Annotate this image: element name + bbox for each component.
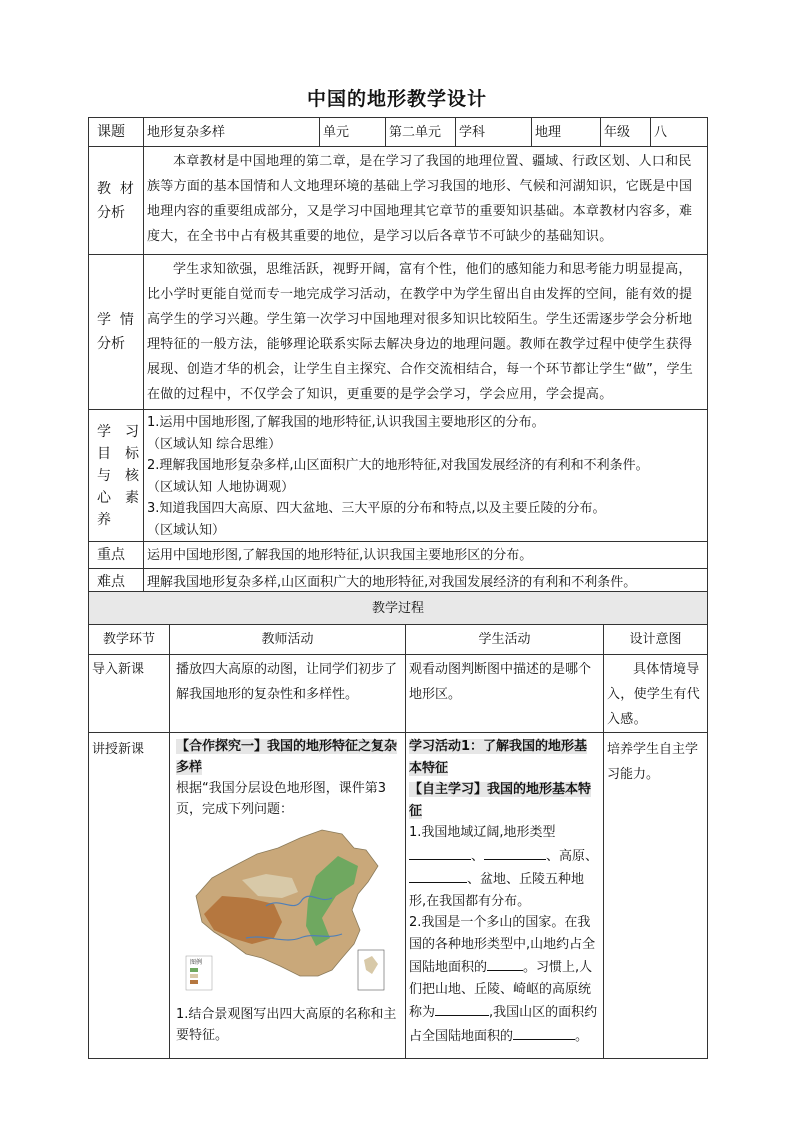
objective-line: （区域认知 综合思维） [147, 436, 282, 452]
q2-text-b: 。习惯上,人们把山地、丘陵、崎岖的高原统称为 [409, 960, 593, 1020]
new-lesson-student [406, 733, 604, 1059]
difficulty-text: 理解我国地形复杂多样,山区面积广大的地形特征,对我国发展经济的有利和不利条件。 [144, 569, 708, 596]
label-line: 学 习 [97, 423, 139, 440]
answer-blank[interactable] [513, 1024, 575, 1040]
answer-blank[interactable] [409, 867, 467, 883]
label-line: 与 核 [97, 467, 139, 484]
cooperative-inquiry-heading: 【合作探究一】我国的地形特征之复杂多样 [176, 739, 398, 775]
objective-line: 3.知道我国四大高原、四大盆地、三大平原的分布和特点,以及主要丘陵的分布。 [147, 501, 606, 516]
header-student: 学生活动 [406, 625, 604, 655]
grade-label: 年级 [601, 118, 651, 147]
label-char: 学 [97, 312, 111, 328]
q1-text-b: 、 [471, 848, 485, 864]
label-line: 目 标 [97, 445, 139, 462]
q2-text-c: ,我国山区的面积约占全国陆地面积的 [409, 1005, 598, 1044]
label-char: 材 [119, 180, 134, 197]
answer-blank[interactable] [487, 955, 523, 971]
teacher-intro: 根据“我国分层设色地形图，课件第3页，完成下列问题： [176, 781, 387, 817]
objective-line: （区域认知） [147, 522, 226, 538]
new-lesson-teacher [170, 733, 406, 1059]
intro-student: 观看动图判断图中描述的是哪个地形区。 [406, 655, 604, 733]
objectives-text [144, 410, 708, 542]
label-char: 情 [119, 312, 134, 328]
answer-blank[interactable] [435, 1000, 489, 1016]
label-char: 教 [97, 180, 111, 197]
textbook-analysis-text: 本章教材是中国地理的第二章，是在学习了我国的地理位置、疆域、行政区划、人口和民族等方面的基本国情和人文地理环境的基础上学习我国的地形、气候和河湖知识，它既是中国地理内容的重要组成部分，又是学习中国地理其它章节的重要知识基础。本章教材内容多，难度大，在全书中占有极其重要的地位，是学习以后各章节不可缺少的基础知识。 [144, 147, 708, 255]
unit-value: 第二单元 [386, 118, 456, 147]
q2-text-a: 2.我国是一个多山的国家。在我国的各种地形类型中,山地约占全国陆地面积的 [409, 915, 596, 975]
label-line: 心 素 [97, 489, 139, 506]
map-legend-title: 图例 [190, 959, 203, 966]
objectives-label [89, 410, 144, 542]
page-title: 中国的地形教学设计 [306, 88, 487, 110]
q2-text-d: 。 [575, 1028, 589, 1044]
intro-teacher: 播放四大高原的动图，让同学们初步了解我国地形的复杂性和多样性。 [170, 655, 406, 733]
intro-intent: 具体情境导入，使学生有代入感。 [604, 655, 708, 733]
student-analysis-label [89, 255, 144, 410]
header-teacher: 教师活动 [170, 625, 406, 655]
difficulty-label: 难点 [89, 569, 144, 596]
objective-line: （区域认知 人地协调观） [147, 479, 295, 495]
map-legend-swatch-plateau [190, 980, 198, 984]
self-study-heading: 【自主学习】我国的地形基本特征 [409, 782, 592, 819]
header-intent: 设计意图 [604, 625, 708, 655]
subject-value: 地理 [532, 118, 601, 147]
q1-text-a: 1.我国地域辽阔,地形类型 [409, 825, 556, 840]
intro-stage: 导入新课 [89, 655, 170, 733]
subject-label: 学科 [456, 118, 532, 147]
new-lesson-intent: 培养学生自主学习能力。 [604, 733, 708, 1059]
key-point-text: 运用中国地形图,了解我国的地形特征,认识我国主要地形区的分布。 [144, 542, 708, 569]
textbook-analysis-label [89, 147, 144, 255]
objective-line: 2.理解我国地形复杂多样,山区面积广大的地形特征,对我国发展经济的有利和不利条件。 [147, 458, 649, 473]
map-legend-swatch-highland [190, 974, 198, 978]
student-analysis-text: 学生求知欲强，思维活跃，视野开阔，富有个性，他们的感知能力和思考能力明显提高，比小学时更能自觉而专一地完成学习活动，在教学中为学生留出自由发挥的空间，能有效的提高学生的学习兴趣。学生第一次学习中国地理对很多知识比较陌生。学生还需逐步学会分析地理特征的一般方法，能够理论联系实际去解决身边的地理问题。教师在教学过程中使学生获得展现、创造才华的机会，让学生自主探究、合作交流相结合，每一个环节都让学生“做”，学生在做的过程中，不仅学会了知识，更重要的是学会学习，学会应用，学会提高。 [144, 255, 708, 410]
q1-text-d: 、盆地、丘陵五种地形,在我国都有分布。 [409, 872, 585, 909]
header-stage: 教学环节 [89, 625, 170, 655]
topic-value: 地形复杂多样 [144, 118, 320, 147]
unit-label: 单元 [320, 118, 386, 147]
answer-blank[interactable] [409, 844, 471, 860]
china-terrain-map-svg [182, 826, 388, 998]
q1-text-c: 、高原、 [546, 848, 599, 864]
label-line: 养 [97, 511, 111, 528]
map-legend-swatch-plain [190, 968, 198, 972]
process-table [88, 591, 708, 1059]
info-table [88, 117, 708, 596]
objective-line: 1.运用中国地形图,了解我国的地形特征,认识我国主要地形区的分布。 [147, 415, 545, 430]
label-char: 分析 [97, 204, 125, 221]
topic-label: 课题 [89, 118, 144, 147]
learning-activity-heading: 学习活动1：了解我国的地形基本特征 [409, 739, 588, 776]
teacher-question-1: 1.结合景观图写出四大高原的名称和主要特征。 [176, 1007, 397, 1043]
grade-value: 八 [651, 118, 708, 147]
china-terrain-map [182, 826, 388, 998]
process-section-title: 教学过程 [89, 592, 708, 625]
new-lesson-stage: 讲授新课 [89, 733, 170, 1059]
key-point-label: 重点 [89, 542, 144, 569]
answer-blank[interactable] [484, 844, 546, 860]
label-char: 分析 [97, 336, 125, 352]
